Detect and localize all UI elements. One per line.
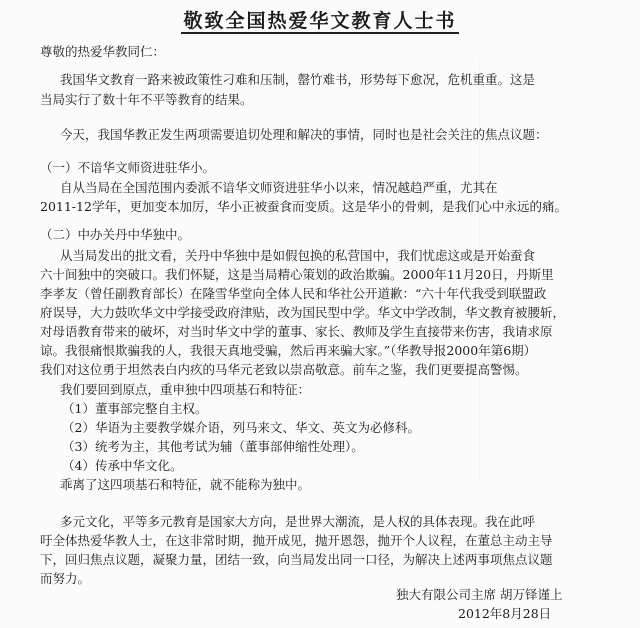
section2-line-1: 从当局发出的批文看，关丹中华独中是如假包换的私营国中，我们忧虑这或是开始蚕食 bbox=[60, 248, 536, 263]
section2-conclusion: 乖离了这四项基石和特征，就不能称为独中。 bbox=[60, 477, 311, 492]
section2-line-2: 六十间独中的突破口。我们怀疑，这是当局精心策划的政治欺骗。2000年11月20日，丹斯里 bbox=[40, 267, 554, 282]
closing-line-3: 下，回归焦点议题，凝聚力量，团结一致，向当局发出同一口径，为解决上述两事项焦点议题 bbox=[40, 552, 553, 567]
section2-line-5: 对母语教育带来的破坏，对当时华文中学的董事、家长、教师及学生直接带来伤害，我请求原 bbox=[40, 324, 553, 339]
section2-line-7: 我们对这位勇于坦然表白内疚的马华元老致以崇高敬意。前车之鉴，我们更要提高警惕。 bbox=[40, 362, 528, 377]
intro-line-1: 我国华文教育一路来被政策性刁难和压制，罄竹难书，形势每下愈况，危机重重。这是 bbox=[60, 72, 536, 87]
section1-heading: （一）不谙华文师资进驻华小。 bbox=[40, 160, 216, 175]
signature-date: 2012年8月28日 bbox=[458, 606, 552, 621]
section2-line-4: 府误导，大力鼓吹华文中学接受政府津贴，改为国民型中学。华文中学改制，华文教育被腰斩， bbox=[40, 305, 566, 320]
intro-line-2: 当局实行了数十年不平等教育的结果。 bbox=[40, 92, 253, 107]
signature-name: 独大有限公司主席 胡万铎谨上 bbox=[396, 587, 563, 602]
today-paragraph: 今天，我国华教正发生两项需要追切处理和解决的事情，同时也是社会关注的焦点议题： bbox=[60, 127, 548, 142]
closing-line-1: 多元文化，平等多元教育是国家大方向，是世界大潮流，是人权的具体表现。我在此呼 bbox=[60, 514, 536, 529]
return-line: 我们要回到原点，重申独中四项基石和特征： bbox=[60, 382, 311, 397]
list-item: （3）统考为主，其他考试为辅（董事部伸缩性处理）。 bbox=[62, 439, 364, 454]
section2-line-6: 谅。我很痛恨欺骗我的人，我很天真地受骗，然后再来骗大家。”（华教导报2000年第6期） bbox=[40, 343, 537, 358]
section2-heading: （二）中办关丹中华独中。 bbox=[40, 227, 191, 242]
list-item: （1）董事部完整自主权。 bbox=[62, 401, 208, 416]
closing-line-2: 吁全体热爱华教人士，在这非常时期，抛开成见，抛开恩怨，抛开个人议程，在董总主动主导 bbox=[40, 533, 553, 548]
section1-line-2: 2011-12学年，更加变本加厉，华小正被蚕食而变质。这是华小的骨刺，是我们心中永远的痛。 bbox=[40, 199, 567, 214]
section2-line-3: 李孝友（曾任副教育部长）在隆雪华堂向全体人民和华社公开道歉：“六十年代我受到联盟政 bbox=[40, 286, 547, 301]
list-item: （2）华语为主要教学媒介语，列马来文、华文、英文为必修科。 bbox=[62, 420, 420, 435]
document-title: 敬致全国热爱华文教育人士书 bbox=[183, 10, 457, 32]
salutation: 尊敬的热爱华教同仁： bbox=[40, 44, 166, 59]
section1-line-1: 自从当局在全国范围内委派不谙华文师资进驻华小以来，情况越趋严重，尤其在 bbox=[60, 180, 498, 195]
list-item: （4）传承中华文化。 bbox=[62, 458, 183, 473]
closing-line-4: 而努力。 bbox=[40, 571, 91, 586]
